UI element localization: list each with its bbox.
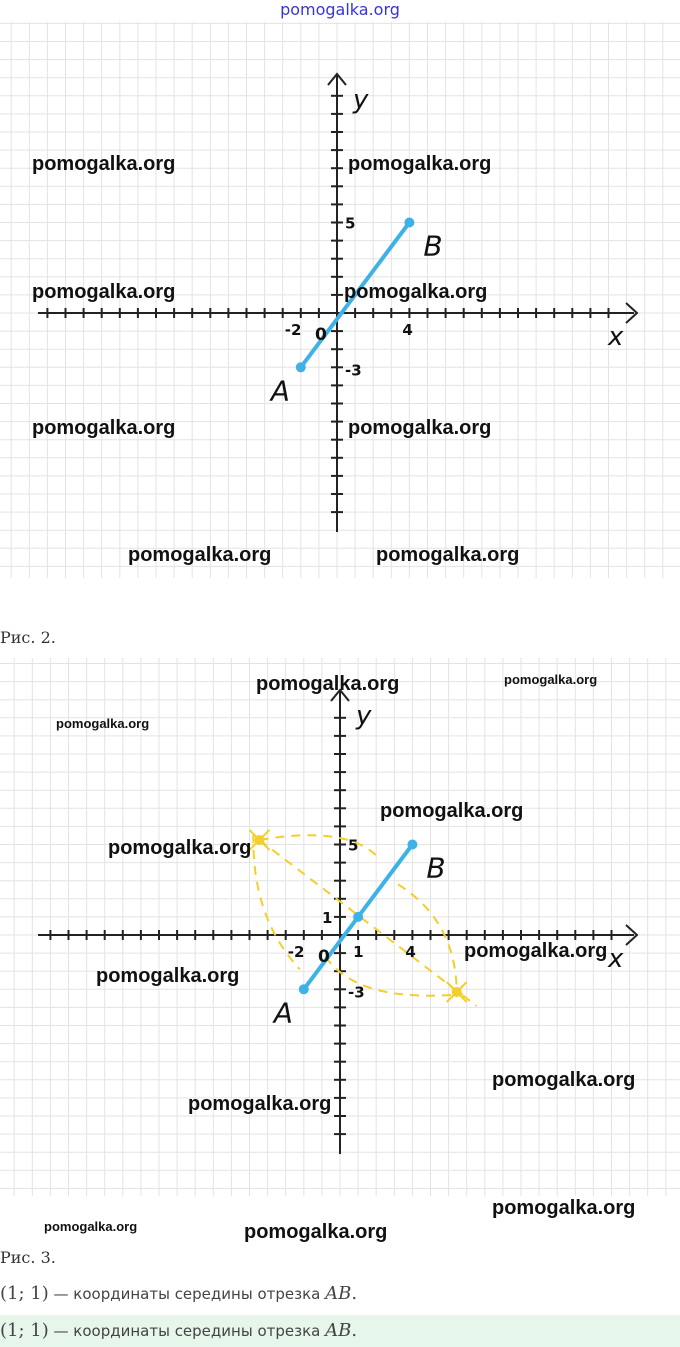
watermark: pomogalka.org — [96, 965, 240, 987]
watermark: pomogalka.org — [56, 716, 150, 731]
watermark: pomogalka.org — [44, 1219, 138, 1234]
tick-label-x-1: 1 — [353, 943, 364, 961]
watermark: pomogalka.org — [32, 281, 176, 303]
tick-label-x-4: 4 — [405, 943, 416, 961]
watermark: pomogalka.org — [344, 281, 488, 303]
tick-label-y-1: 1 — [322, 908, 333, 927]
tick-label-y-5: 5 — [348, 836, 359, 855]
point-b-label: B — [426, 851, 446, 885]
figure-1-caption: Рис. 2. — [0, 628, 56, 647]
origin-label: 0 — [315, 325, 327, 345]
midpoint-m — [353, 912, 363, 922]
tick-label-y-neg3: -3 — [348, 983, 365, 1002]
watermark: pomogalka.org — [464, 940, 608, 962]
watermark: pomogalka.org — [188, 1093, 332, 1115]
figure-1-svg — [0, 22, 680, 578]
y-axis-label: y — [353, 85, 369, 115]
answer-dot: . — [351, 1320, 358, 1341]
site-link[interactable]: pomogalka.org — [280, 0, 400, 19]
tick-label-y-5: 5 — [345, 214, 356, 233]
tick-label-x-neg2: -2 — [284, 321, 302, 339]
watermark: pomogalka.org — [492, 1069, 636, 1091]
answer-coords: (1; 1) — [0, 1283, 49, 1304]
watermark: pomogalka.org — [32, 417, 176, 439]
answer-line-highlighted — [0, 1315, 680, 1347]
watermark: pomogalka.org — [492, 1197, 636, 1219]
watermark: pomogalka.org — [244, 1221, 388, 1243]
tick-label-x-neg2: -2 — [287, 943, 305, 961]
x-axis-label: x — [608, 322, 624, 352]
watermark: pomogalka.org — [108, 837, 252, 859]
answer-text: — координаты середины отрезка — [48, 1322, 326, 1340]
answer-dot: . — [351, 1283, 358, 1304]
watermark: pomogalka.org — [128, 544, 272, 566]
point-a-label: A — [273, 996, 293, 1030]
watermark: pomogalka.org — [348, 417, 492, 439]
tick-label-x-4: 4 — [402, 321, 413, 339]
answer-coords: (1; 1) — [0, 1320, 49, 1341]
figure-1 — [0, 22, 680, 578]
arc-from-a-upper — [259, 835, 379, 859]
answer-segment: AB — [325, 1320, 352, 1341]
axes — [38, 74, 637, 532]
tick-label-y-neg3: -3 — [345, 361, 362, 380]
point-a — [299, 984, 309, 994]
watermark: pomogalka.org — [376, 544, 520, 566]
point-b — [407, 840, 417, 850]
watermark-strip — [0, 1190, 680, 1246]
answer-line — [0, 1278, 680, 1310]
point-a-label: A — [270, 374, 290, 408]
figure-2 — [0, 658, 680, 1196]
figure-2-caption: Рис. 3. — [0, 1248, 56, 1267]
origin-label: 0 — [318, 947, 330, 967]
point-b — [404, 218, 414, 228]
x-axis-label: x — [608, 944, 624, 974]
watermark: pomogalka.org — [504, 672, 598, 687]
watermark: pomogalka.org — [32, 153, 176, 175]
point-a — [296, 362, 306, 372]
figure-2-svg — [0, 658, 680, 1196]
answer-segment: AB — [325, 1283, 352, 1304]
answer-text: — координаты середины отрезка — [48, 1285, 326, 1303]
y-axis-label: y — [356, 701, 372, 731]
watermark: pomogalka.org — [256, 673, 400, 695]
watermark: pomogalka.org — [380, 800, 524, 822]
watermark: pomogalka.org — [348, 153, 492, 175]
point-b-label: B — [423, 229, 443, 263]
